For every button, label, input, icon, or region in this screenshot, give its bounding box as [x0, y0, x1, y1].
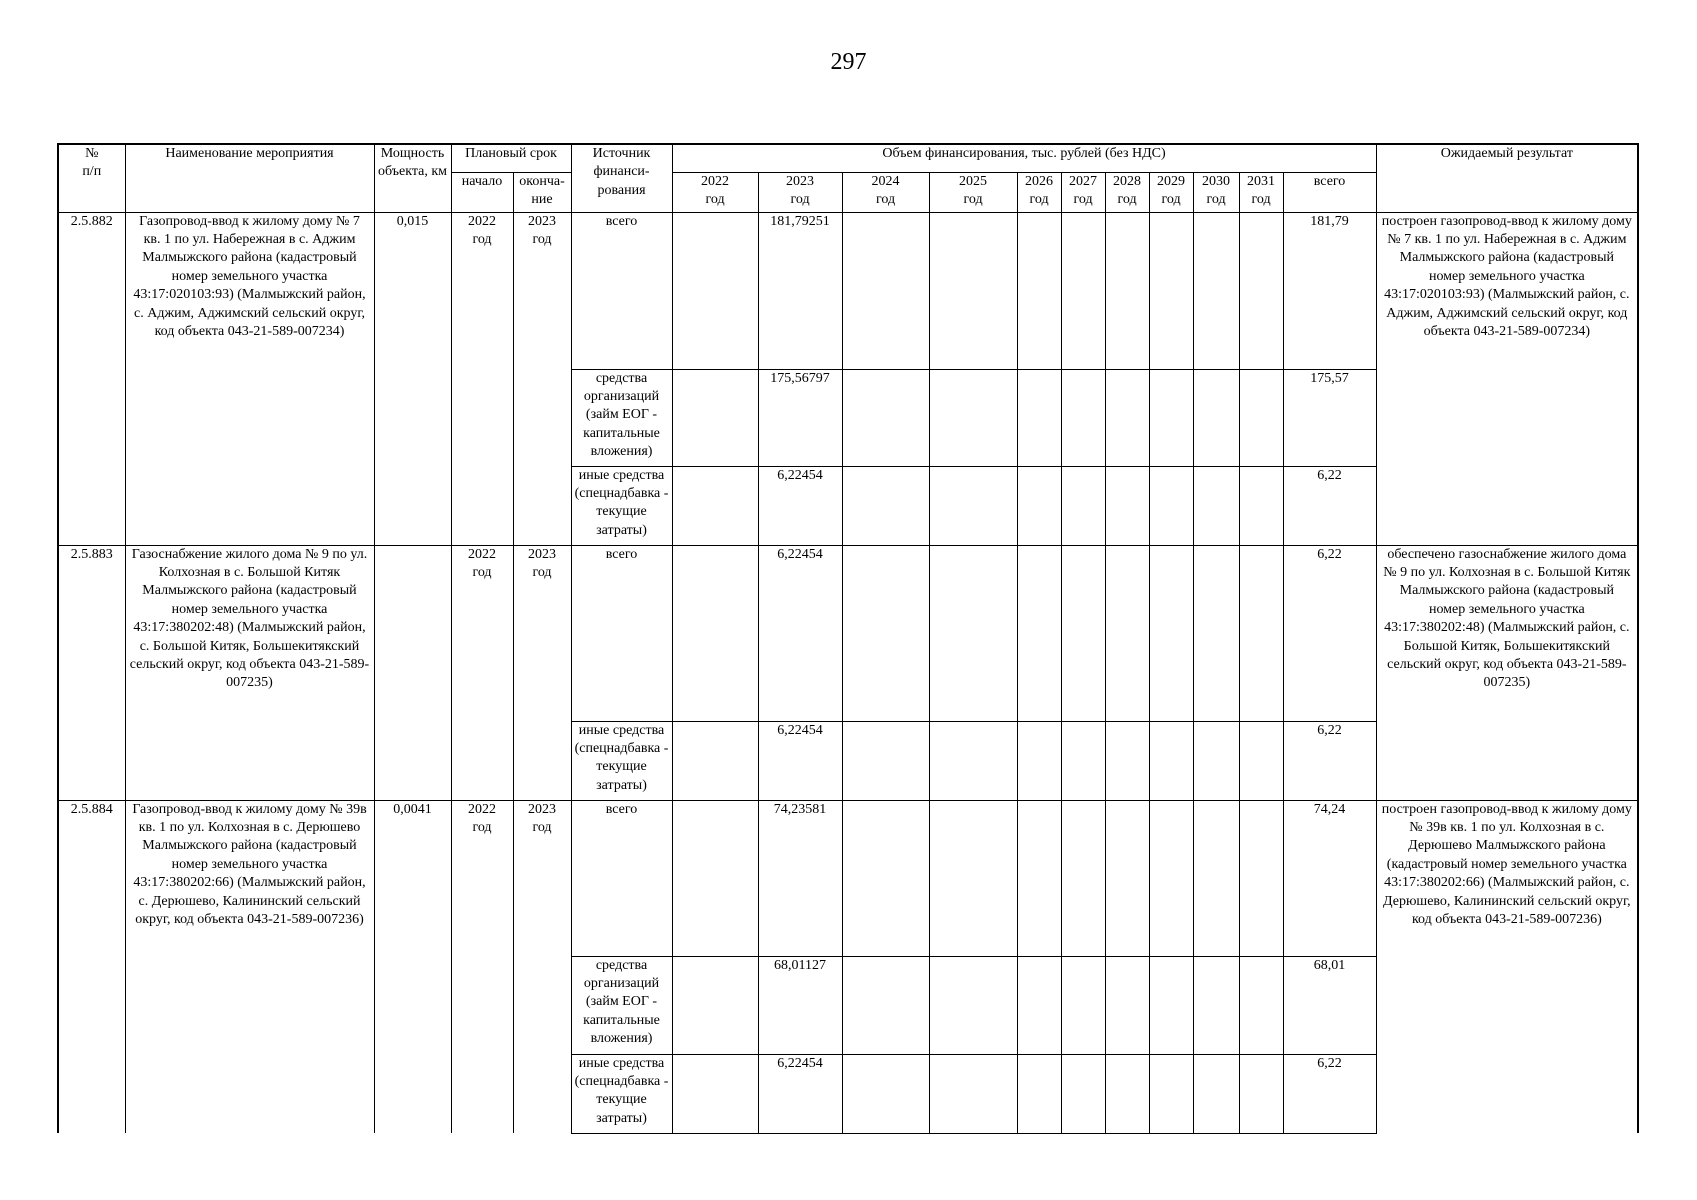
funding-total: 175,57 — [1283, 369, 1376, 466]
header-funding-source: Источник финанси- рования — [571, 144, 672, 212]
funding-total: 6,22 — [1283, 545, 1376, 721]
funding-value-2028 — [1105, 721, 1149, 800]
funding-value-2026 — [1017, 1054, 1061, 1133]
table-row — [58, 545, 1638, 721]
funding-value-2023: 175,56797 — [758, 369, 842, 466]
funding-value-2030 — [1193, 800, 1239, 956]
planned-start: 2022 год — [451, 545, 513, 800]
funding-value-2028 — [1105, 212, 1149, 369]
event-name: Газопровод-ввод к жилому дому № 7 кв. 1 по ул. Набережная в с. Аджим Малмыжского района (кадастровый номер земельного участка 43:17:020103:93) (Малмыжский район, с. Аджим, Аджимский сельский округ, код объекта 043-21-589-007234) — [125, 212, 374, 545]
funding-value-2027 — [1061, 721, 1105, 800]
table-row — [58, 212, 1638, 369]
row-number: 2.5.883 — [58, 545, 125, 800]
funding-value-2023: 74,23581 — [758, 800, 842, 956]
header-year-2031: 2031 год — [1239, 172, 1283, 212]
expected-result: обеспечено газоснабжение жилого дома № 9 по ул. Колхозная в с. Большой Китяк Малмыжского района (кадастровый номер земельного участка 43:17:380202:48) (Малмыжский район, с. Большой Китяк, Большекитякский сельский округ, код объекта 043-21-589- 007235) — [1376, 545, 1638, 800]
funding-value-2023: 6,22454 — [758, 721, 842, 800]
funding-source: иные средства (спецнадбавка - текущие затраты) — [571, 466, 672, 545]
funding-value-2025 — [929, 1054, 1017, 1133]
funding-value-2025 — [929, 466, 1017, 545]
header-total: всего — [1283, 172, 1376, 212]
funding-value-2029 — [1149, 956, 1193, 1054]
header-year-2030: 2030 год — [1193, 172, 1239, 212]
funding-value-2024 — [842, 956, 929, 1054]
funding-total: 6,22 — [1283, 1054, 1376, 1133]
funding-value-2024 — [842, 212, 929, 369]
funding-value-2022 — [672, 721, 758, 800]
funding-value-2023: 181,79251 — [758, 212, 842, 369]
funding-value-2024 — [842, 800, 929, 956]
funding-value-2025 — [929, 212, 1017, 369]
funding-value-2024 — [842, 369, 929, 466]
funding-value-2027 — [1061, 545, 1105, 721]
event-name: Газоснабжение жилого дома № 9 по ул. Колхозная в с. Большой Китяк Малмыжского района (кадастровый номер земельного участка 43:17:380202:48) (Малмыжский район, с. Большой Китяк, Большекитякский сельский округ, код объекта 043-21-589- 007235) — [125, 545, 374, 800]
funding-value-2028 — [1105, 545, 1149, 721]
funding-value-2025 — [929, 721, 1017, 800]
expected-result: построен газопровод-ввод к жилому дому № 39в кв. 1 по ул. Колхозная в с. Дерюшево Малмыжского района (кадастровый номер земельного участка 43:17:380202:66) (Малмыжский район, с. Дерюшево, Калининский сельский округ, код объекта 043-21-589-007236) — [1376, 800, 1638, 1133]
capacity-km: 0,0041 — [374, 800, 451, 1133]
funding-value-2029 — [1149, 800, 1193, 956]
funding-value-2030 — [1193, 956, 1239, 1054]
funding-value-2028 — [1105, 800, 1149, 956]
funding-value-2030 — [1193, 369, 1239, 466]
funding-total: 181,79 — [1283, 212, 1376, 369]
funding-value-2031 — [1239, 212, 1283, 369]
funding-value-2023: 6,22454 — [758, 545, 842, 721]
funding-source: всего — [571, 212, 672, 369]
funding-total: 6,22 — [1283, 466, 1376, 545]
funding-value-2027 — [1061, 1054, 1105, 1133]
funding-source: иные средства (спецнадбавка - текущие затраты) — [571, 1054, 672, 1133]
funding-source: всего — [571, 800, 672, 956]
funding-value-2027 — [1061, 956, 1105, 1054]
funding-value-2023: 68,01127 — [758, 956, 842, 1054]
funding-value-2030 — [1193, 545, 1239, 721]
funding-value-2026 — [1017, 545, 1061, 721]
funding-value-2023: 6,22454 — [758, 1054, 842, 1133]
funding-value-2031 — [1239, 800, 1283, 956]
header-end: оконча- ние — [513, 172, 571, 212]
funding-value-2024 — [842, 721, 929, 800]
capacity-km — [374, 545, 451, 800]
funding-value-2028 — [1105, 956, 1149, 1054]
funding-value-2024 — [842, 545, 929, 721]
header-year-2025: 2025 год — [929, 172, 1017, 212]
funding-value-2024 — [842, 1054, 929, 1133]
funding-value-2022 — [672, 369, 758, 466]
funding-value-2029 — [1149, 466, 1193, 545]
planned-end: 2023 год — [513, 800, 571, 1133]
funding-table — [57, 143, 1639, 1134]
funding-value-2025 — [929, 545, 1017, 721]
funding-value-2025 — [929, 956, 1017, 1054]
header-planned-term: Плановый срок — [451, 144, 571, 172]
funding-value-2028 — [1105, 369, 1149, 466]
header-expected-result: Ожидаемый результат — [1376, 144, 1638, 212]
funding-value-2028 — [1105, 1054, 1149, 1133]
funding-value-2022 — [672, 545, 758, 721]
table-body — [58, 212, 1638, 1133]
expected-result: построен газопровод-ввод к жилому дому № 7 кв. 1 по ул. Набережная в с. Аджим Малмыжского района (кадастровый номер земельного участка 43:17:020103:93) (Малмыжский район, с. Аджим, Аджимский сельский округ, код объекта 043-21-589-007234) — [1376, 212, 1638, 545]
funding-value-2029 — [1149, 212, 1193, 369]
planned-start: 2022 год — [451, 212, 513, 545]
header-year-2022: 2022 год — [672, 172, 758, 212]
header-year-2024: 2024 год — [842, 172, 929, 212]
funding-value-2027 — [1061, 369, 1105, 466]
funding-value-2031 — [1239, 369, 1283, 466]
funding-value-2025 — [929, 369, 1017, 466]
table-row — [58, 800, 1638, 956]
funding-value-2029 — [1149, 369, 1193, 466]
capacity-km: 0,015 — [374, 212, 451, 545]
funding-source: средства организаций (займ ЕОГ - капитальные вложения) — [571, 956, 672, 1054]
funding-value-2027 — [1061, 466, 1105, 545]
funding-value-2031 — [1239, 466, 1283, 545]
page-number: 297 — [830, 49, 867, 75]
funding-value-2028 — [1105, 466, 1149, 545]
header-funding-volume: Объем финансирования, тыс. рублей (без НДС) — [672, 144, 1376, 172]
funding-source: иные средства (спецнадбавка - текущие затраты) — [571, 721, 672, 800]
funding-total: 6,22 — [1283, 721, 1376, 800]
planned-end: 2023 год — [513, 212, 571, 545]
header-capacity: Мощность объекта, км — [374, 144, 451, 212]
header-row-number: № п/п — [58, 144, 125, 212]
header-year-2026: 2026 год — [1017, 172, 1061, 212]
funding-value-2023: 6,22454 — [758, 466, 842, 545]
funding-value-2029 — [1149, 545, 1193, 721]
funding-value-2031 — [1239, 1054, 1283, 1133]
funding-value-2022 — [672, 1054, 758, 1133]
funding-value-2030 — [1193, 721, 1239, 800]
row-number: 2.5.884 — [58, 800, 125, 1133]
header-year-2027: 2027 год — [1061, 172, 1105, 212]
funding-source: всего — [571, 545, 672, 721]
event-name: Газопровод-ввод к жилому дому № 39в кв. 1 по ул. Колхозная в с. Дерюшево Малмыжского района (кадастровый номер земельного участка 43:17:380202:66) (Малмыжский район, с. Дерюшево, Калининский сельский округ, код объекта 043-21-589-007236) — [125, 800, 374, 1133]
funding-value-2026 — [1017, 212, 1061, 369]
funding-value-2026 — [1017, 466, 1061, 545]
header-year-2028: 2028 год — [1105, 172, 1149, 212]
funding-value-2022 — [672, 212, 758, 369]
header-year-2023: 2023 год — [758, 172, 842, 212]
funding-value-2026 — [1017, 721, 1061, 800]
funding-value-2026 — [1017, 956, 1061, 1054]
funding-value-2022 — [672, 800, 758, 956]
funding-value-2027 — [1061, 800, 1105, 956]
funding-total: 74,24 — [1283, 800, 1376, 956]
funding-value-2030 — [1193, 466, 1239, 545]
funding-value-2026 — [1017, 800, 1061, 956]
funding-value-2030 — [1193, 212, 1239, 369]
funding-value-2030 — [1193, 1054, 1239, 1133]
funding-value-2031 — [1239, 545, 1283, 721]
table-header — [58, 144, 1638, 212]
funding-value-2024 — [842, 466, 929, 545]
planned-start: 2022 год — [451, 800, 513, 1133]
header-event-name: Наименование мероприятия — [125, 144, 374, 212]
funding-value-2026 — [1017, 369, 1061, 466]
header-row — [58, 144, 1638, 172]
header-year-2029: 2029 год — [1149, 172, 1193, 212]
funding-value-2031 — [1239, 956, 1283, 1054]
funding-value-2029 — [1149, 1054, 1193, 1133]
row-number: 2.5.882 — [58, 212, 125, 545]
funding-source: средства организаций (займ ЕОГ - капитальные вложения) — [571, 369, 672, 466]
funding-value-2022 — [672, 956, 758, 1054]
funding-value-2031 — [1239, 721, 1283, 800]
funding-value-2022 — [672, 466, 758, 545]
funding-value-2027 — [1061, 212, 1105, 369]
header-start: начало — [451, 172, 513, 212]
funding-value-2025 — [929, 800, 1017, 956]
funding-value-2029 — [1149, 721, 1193, 800]
funding-total: 68,01 — [1283, 956, 1376, 1054]
planned-end: 2023 год — [513, 545, 571, 800]
